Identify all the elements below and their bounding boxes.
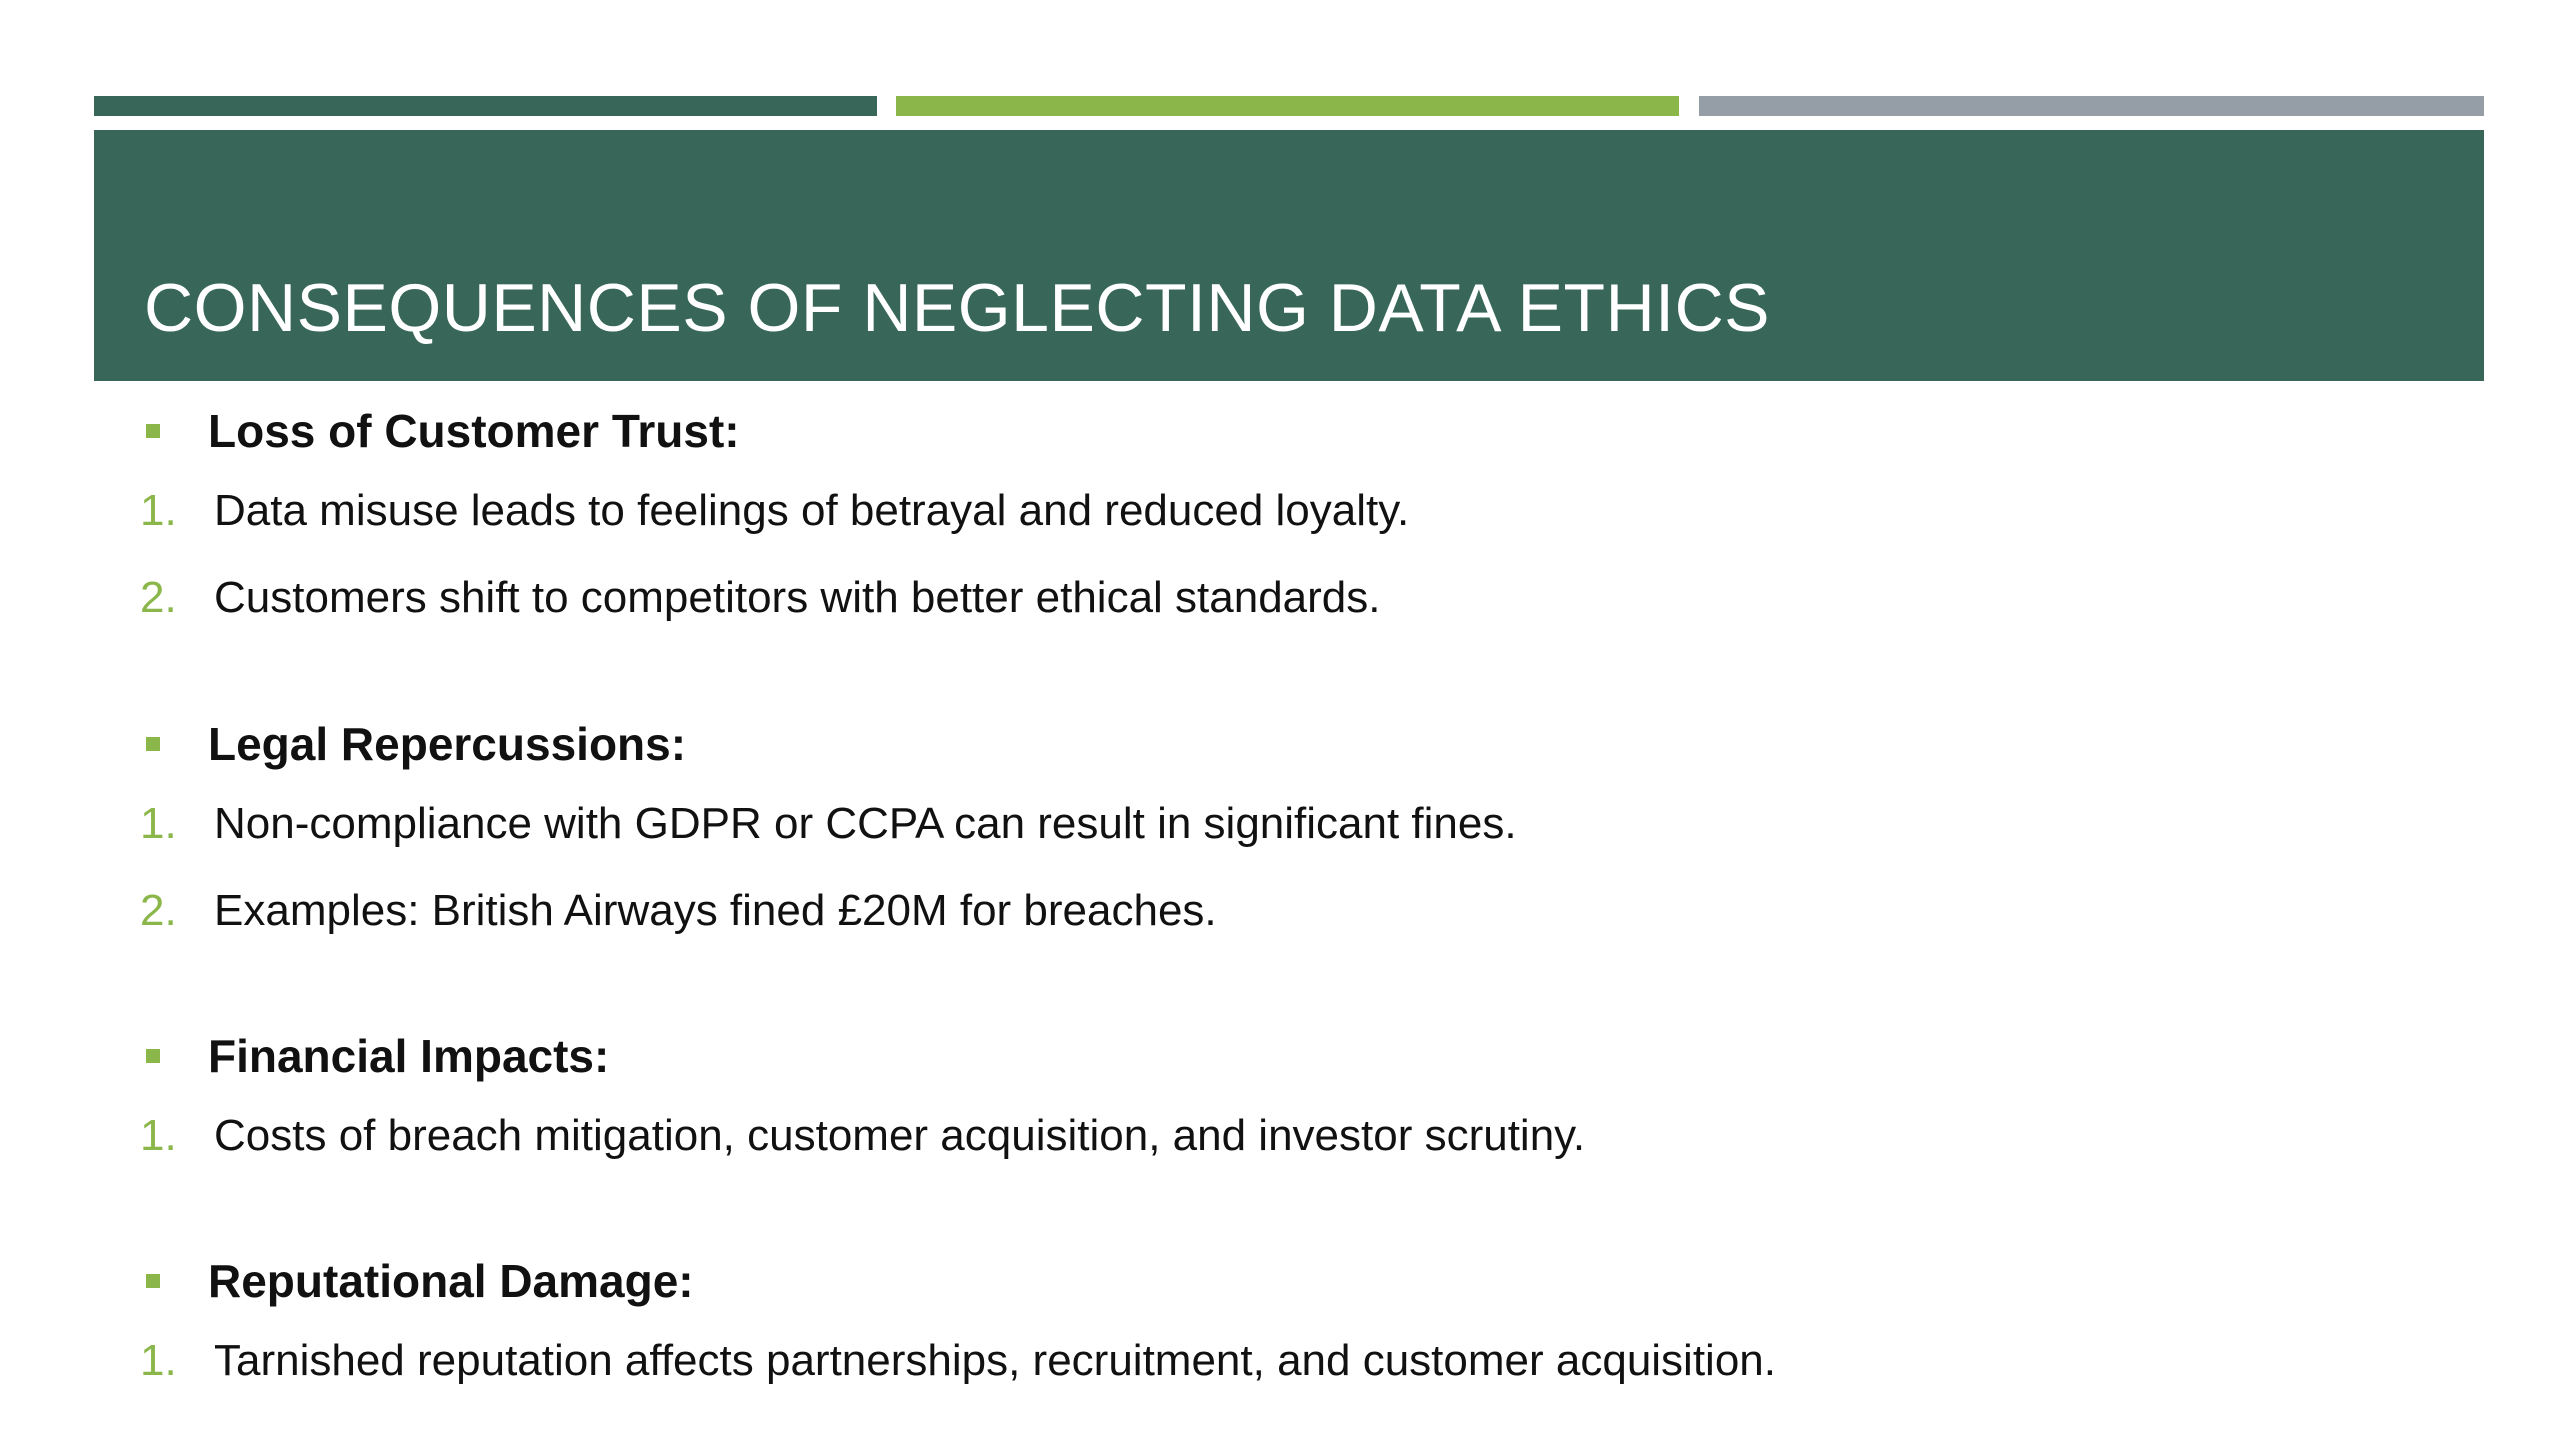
list-item (140, 1317, 1776, 1404)
list-item-text: Non-compliance with GDPR or CCPA can result in significant fines. (214, 798, 1517, 848)
slide-title: CONSEQUENCES OF NEGLECTING DATA ETHICS (144, 270, 1771, 346)
section-loss-of-customer-trust (140, 395, 1409, 641)
list-item (140, 867, 1517, 954)
list-item (140, 554, 1409, 641)
list-item-number: 1. (140, 485, 177, 535)
square-bullet-icon (146, 1274, 160, 1288)
section-legal-repercussions (140, 708, 1517, 954)
section-heading (140, 395, 1409, 467)
list-item-number: 2. (140, 885, 177, 935)
section-reputational-damage (140, 1245, 1776, 1404)
section-heading (140, 1245, 1776, 1317)
list-item (140, 1092, 1585, 1179)
section-heading-text: Legal Repercussions: (208, 718, 687, 770)
list-item-number: 1. (140, 1335, 177, 1385)
list-item-text: Tarnished reputation affects partnerships, recruitment, and customer acquisition. (214, 1335, 1776, 1385)
list-item-number: 2. (140, 572, 177, 622)
section-financial-impacts (140, 1020, 1585, 1179)
slide-content (140, 395, 2440, 1415)
accent-bar-grey (1699, 96, 2484, 116)
list-item-number: 1. (140, 1110, 177, 1160)
accent-bar-dark-green (94, 96, 877, 116)
list-item (140, 780, 1517, 867)
list-item (140, 467, 1409, 554)
square-bullet-icon (146, 737, 160, 751)
section-heading (140, 1020, 1585, 1092)
list-item-text: Customers shift to competitors with better ethical standards. (214, 572, 1381, 622)
title-band (94, 130, 2484, 381)
list-item-text: Costs of breach mitigation, customer acquisition, and investor scrutiny. (214, 1110, 1586, 1160)
section-heading-text: Financial Impacts: (208, 1030, 610, 1082)
square-bullet-icon (146, 424, 160, 438)
list-item-text: Examples: British Airways fined £20M for breaches. (214, 885, 1217, 935)
section-heading-text: Reputational Damage: (208, 1255, 694, 1307)
section-heading (140, 708, 1517, 780)
accent-bar-light-green (896, 96, 1679, 116)
section-heading-text: Loss of Customer Trust: (208, 405, 740, 457)
top-accent-bars (94, 96, 2484, 116)
list-item-text: Data misuse leads to feelings of betrayal and reduced loyalty. (214, 485, 1410, 535)
list-item-number: 1. (140, 798, 177, 848)
square-bullet-icon (146, 1049, 160, 1063)
